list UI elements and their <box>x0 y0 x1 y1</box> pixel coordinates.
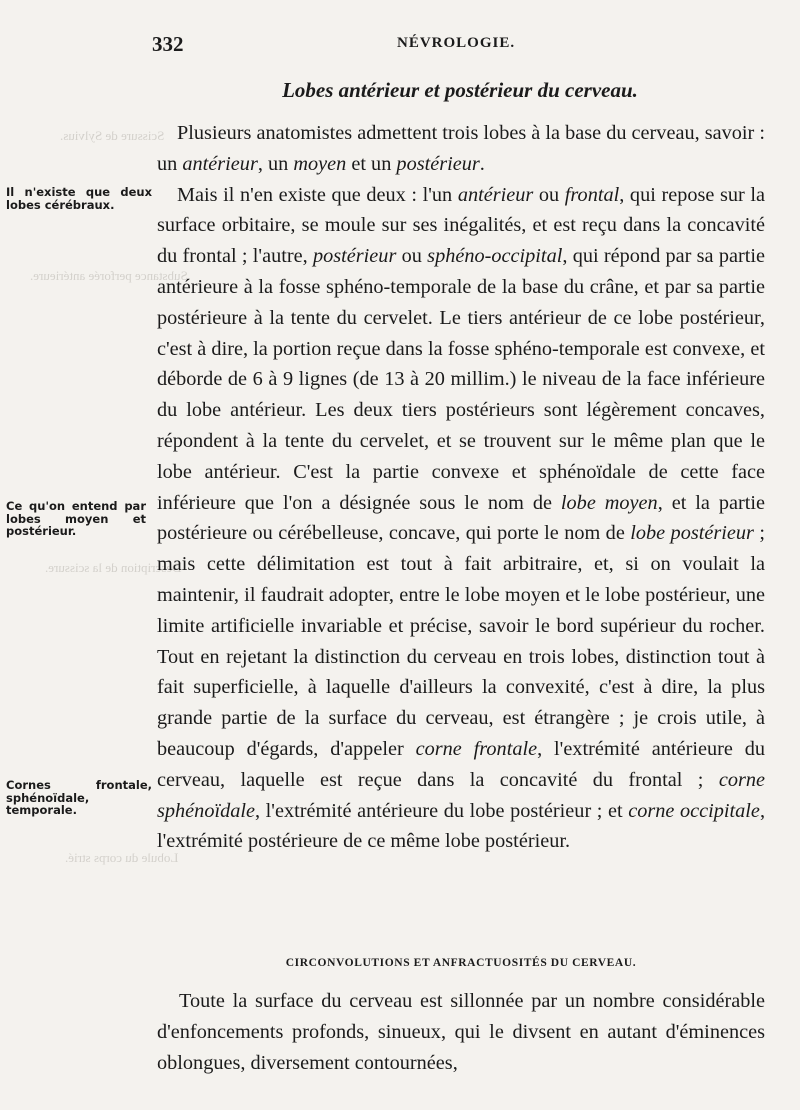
italic-term: moyen <box>293 152 347 175</box>
running-head: NÉVROLOGIE. <box>397 35 516 51</box>
subsection-body <box>157 986 765 1078</box>
margin-note-middle-posterior: Ce qu'on entend par lobes moyen et postérieur. <box>6 499 146 538</box>
italic-term: postérieur <box>312 245 397 268</box>
italic-term: sphéno-occipital <box>427 245 563 268</box>
text-run: , l'extrémité postérieure de ce même lobe postérieur. <box>157 799 766 853</box>
text-run: , qui répond par sa partie antérieure à la fosse sphéno-temporale de la base du crâne, et par sa partie postérieure à la tente du cervelet. Le tiers antérieur de ce lobe postérieur, c'est à dire, la portion reçue dans la fosse sphéno-temporale est convexe, et déborde de 6 à 9 lignes (de 13 à 20 millim.) le niveau de la face inférieure du lobe antérieur. Les deux tiers postérieurs sont légèrement concaves, répondent à la tente du cervelet, et se trouvent sur le même plan que le lobe antérieur. C'est la partie convexe et sphénoïdale de cette face inférieure que l'on a désignée sous le nom de <box>157 245 765 514</box>
page-number: 332 <box>152 32 184 56</box>
text-run: , un <box>257 152 294 175</box>
italic-term: frontal <box>564 183 620 206</box>
text-run: ou <box>533 183 565 206</box>
italic-term: corne sphénoïdale <box>157 768 765 822</box>
italic-term: postérieur <box>396 152 480 175</box>
text-run: , qui repose sur la surface orbitaire, se moule sur ses inégalités, et est reçu dans la concavité du frontal ; l'autre, <box>157 183 765 268</box>
body-text <box>157 118 765 857</box>
text-run: Plusieurs anatomistes admettent trois lobes à la base du cerveau, savoir : un <box>157 122 765 175</box>
italic-term: lobe moyen <box>560 491 658 514</box>
paragraph <box>157 180 765 858</box>
italic-term: lobe postérieur <box>630 522 754 545</box>
subsection-heading: CIRCONVOLUTIONS ET ANFRACTUOSITÉS DU CERVEAU. <box>285 957 637 969</box>
text-run: , et la partie postérieure ou cérébelleuse, concave, qui porte le nom de <box>157 491 765 545</box>
margin-note-two-lobes: Il n'existe que deux lobes cérébraux. <box>6 185 152 212</box>
page-header <box>152 30 762 58</box>
italic-term: antérieur <box>182 152 258 175</box>
paragraph <box>157 118 765 180</box>
text-run: Mais il n'en existe que deux : l'un <box>177 183 458 206</box>
text-run: , l'extrémité antérieure du lobe postérieur ; et <box>255 799 629 822</box>
italic-term: corne occipitale <box>628 799 760 822</box>
text-run: . <box>479 152 485 175</box>
section-title: Lobes antérieur et postérieur du cerveau. <box>282 78 638 102</box>
text-run: et un <box>346 152 397 175</box>
italic-term: corne frontale <box>415 737 538 760</box>
text-run: ou <box>396 245 428 268</box>
margin-note-horns: Cornes frontale, sphénoïdale, temporale. <box>6 778 152 817</box>
paragraph: Toute la surface du cerveau est sillonnée par un nombre considérable d'enfoncements profonds, sinueux, qui le divsent en autant d'éminences oblongues, diversement contournées, <box>157 990 765 1074</box>
italic-term: antérieur <box>457 183 534 206</box>
text-run: ; mais cette délimitation est tout à fait arbitraire, et, si on voulait la maintenir, il faudrait adopter, entre le lobe moyen et le lobe postérieur, une limite artificielle invariable et précise, savoir le bord supérieur du rocher. Tout en rejetant la distinction du cerveau en trois lobes, distinction tout à fait superficielle, à laquelle d'ailleurs la convexité, c'est à dire, la plus grande partie de la surface du cerveau, est étrangère ; je crois utile, à beaucoup d'égards, d'appeler <box>157 522 765 760</box>
text-run: , l'extrémité antérieure du cerveau, laquelle est reçue dans la concavité du frontal ; <box>157 737 766 791</box>
